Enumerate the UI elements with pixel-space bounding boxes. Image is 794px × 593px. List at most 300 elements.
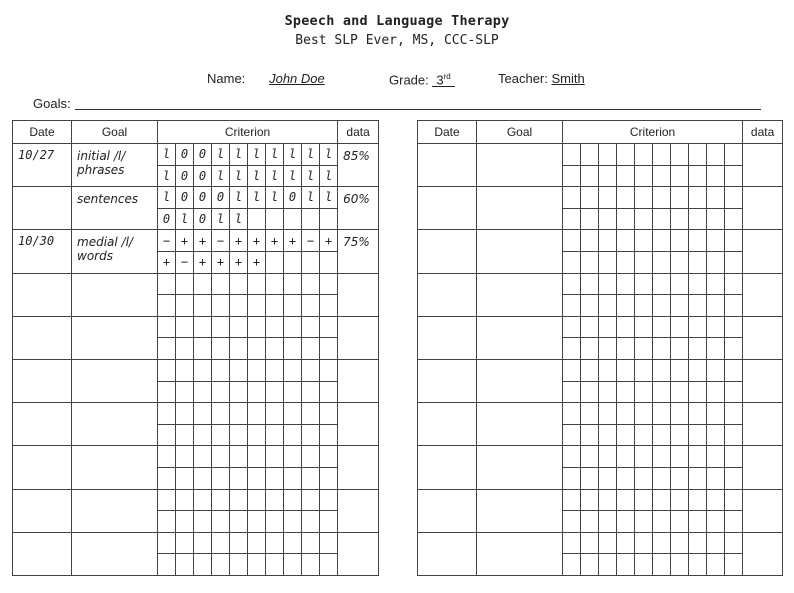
entry-goal bbox=[477, 144, 563, 187]
trial-cell bbox=[302, 381, 320, 403]
trial-cell bbox=[266, 381, 284, 403]
goals-label: Goals: bbox=[33, 96, 71, 111]
entry-date bbox=[418, 359, 477, 402]
trial-cell: l bbox=[302, 187, 320, 209]
trial-cell bbox=[725, 144, 743, 166]
trial-cell bbox=[176, 467, 194, 489]
trial-cell bbox=[653, 381, 671, 403]
trial-cell bbox=[581, 338, 599, 360]
trial-cell bbox=[158, 316, 176, 338]
table-row bbox=[13, 446, 379, 468]
trial-cell bbox=[653, 251, 671, 273]
entry-date bbox=[13, 532, 72, 575]
entry-date: 10/30 bbox=[13, 230, 72, 273]
trial-cell bbox=[158, 273, 176, 295]
trial-cell bbox=[581, 359, 599, 381]
entry-date bbox=[13, 273, 72, 316]
trial-cell bbox=[563, 424, 581, 446]
trial-cell: l bbox=[230, 187, 248, 209]
entry-goal bbox=[477, 532, 563, 575]
trial-cell bbox=[320, 273, 338, 295]
trial-cell bbox=[212, 511, 230, 533]
goal-header: Goal bbox=[72, 121, 158, 144]
trial-cell bbox=[284, 511, 302, 533]
trial-cell bbox=[284, 403, 302, 425]
left-data-table bbox=[12, 120, 379, 576]
trial-cell bbox=[158, 381, 176, 403]
entry-score bbox=[743, 187, 783, 230]
trial-cell bbox=[671, 467, 689, 489]
trial-cell bbox=[599, 381, 617, 403]
trial-cell bbox=[176, 424, 194, 446]
trial-cell: 0 bbox=[176, 144, 194, 166]
trial-cell bbox=[284, 273, 302, 295]
goal-header: Goal bbox=[477, 121, 563, 144]
teacher-value: Smith bbox=[551, 71, 585, 86]
trial-cell bbox=[266, 251, 284, 273]
trial-cell bbox=[581, 273, 599, 295]
trial-cell bbox=[707, 338, 725, 360]
name-label: Name: bbox=[207, 71, 246, 86]
trial-cell bbox=[284, 208, 302, 230]
trial-cell: + bbox=[248, 230, 266, 252]
trial-cell bbox=[302, 273, 320, 295]
trial-cell: − bbox=[176, 251, 194, 273]
trial-cell bbox=[617, 251, 635, 273]
trial-cell bbox=[707, 381, 725, 403]
trial-cell bbox=[689, 532, 707, 554]
trial-cell bbox=[725, 424, 743, 446]
table-row bbox=[418, 489, 783, 511]
trial-cell bbox=[635, 424, 653, 446]
trial-cell: l bbox=[176, 208, 194, 230]
trial-cell bbox=[599, 230, 617, 252]
trial-cell bbox=[230, 338, 248, 360]
student-name-field bbox=[207, 71, 345, 86]
trial-cell: 0 bbox=[194, 165, 212, 187]
trial-cell bbox=[653, 511, 671, 533]
trial-cell bbox=[563, 446, 581, 468]
trial-cell bbox=[158, 295, 176, 317]
entry-goal bbox=[477, 273, 563, 316]
trial-cell bbox=[230, 359, 248, 381]
trial-cell bbox=[212, 316, 230, 338]
trial-cell bbox=[266, 554, 284, 576]
trial-cell bbox=[266, 359, 284, 381]
trial-cell bbox=[230, 554, 248, 576]
trial-cell bbox=[617, 403, 635, 425]
trial-cell bbox=[617, 554, 635, 576]
entry-score bbox=[743, 403, 783, 446]
trial-cell bbox=[707, 489, 725, 511]
trial-cell bbox=[176, 381, 194, 403]
trial-cell bbox=[635, 403, 653, 425]
entry-date bbox=[418, 532, 477, 575]
trial-cell bbox=[689, 316, 707, 338]
trial-cell bbox=[635, 359, 653, 381]
trial-cell bbox=[230, 467, 248, 489]
trial-cell: 0 bbox=[194, 187, 212, 209]
trial-cell bbox=[635, 338, 653, 360]
trial-cell bbox=[725, 467, 743, 489]
trial-cell: l bbox=[212, 165, 230, 187]
trial-cell bbox=[707, 403, 725, 425]
trial-cell bbox=[689, 230, 707, 252]
trial-cell bbox=[671, 165, 689, 187]
trial-cell bbox=[653, 187, 671, 209]
trial-cell bbox=[725, 208, 743, 230]
trial-cell bbox=[266, 316, 284, 338]
trial-cell bbox=[212, 359, 230, 381]
trial-cell bbox=[671, 511, 689, 533]
teacher-label: Teacher: bbox=[498, 71, 548, 86]
trial-cell bbox=[635, 489, 653, 511]
trial-cell bbox=[266, 489, 284, 511]
entry-score bbox=[743, 273, 783, 316]
trial-cell bbox=[599, 144, 617, 166]
trial-cell bbox=[653, 359, 671, 381]
trial-cell bbox=[158, 359, 176, 381]
trial-cell bbox=[212, 381, 230, 403]
trial-cell bbox=[302, 403, 320, 425]
table-row bbox=[13, 532, 379, 554]
entry-score bbox=[338, 316, 379, 359]
trial-cell bbox=[689, 273, 707, 295]
trial-cell bbox=[599, 467, 617, 489]
trial-cell bbox=[320, 467, 338, 489]
trial-cell: l bbox=[248, 187, 266, 209]
trial-cell bbox=[212, 467, 230, 489]
trial-cell bbox=[599, 532, 617, 554]
trial-cell bbox=[599, 511, 617, 533]
goals-line bbox=[75, 109, 761, 110]
trial-cell bbox=[671, 338, 689, 360]
trial-cell bbox=[671, 208, 689, 230]
entry-goal bbox=[477, 489, 563, 532]
trial-cell bbox=[284, 295, 302, 317]
entry-score bbox=[743, 316, 783, 359]
trial-cell bbox=[176, 489, 194, 511]
trial-cell bbox=[194, 489, 212, 511]
trial-cell bbox=[689, 144, 707, 166]
entry-score bbox=[743, 532, 783, 575]
trial-cell bbox=[563, 532, 581, 554]
trial-cell bbox=[653, 446, 671, 468]
trial-cell bbox=[302, 338, 320, 360]
trial-cell bbox=[194, 403, 212, 425]
trial-cell bbox=[689, 554, 707, 576]
entry-score bbox=[338, 489, 379, 532]
trial-cell bbox=[689, 511, 707, 533]
trial-cell bbox=[194, 467, 212, 489]
entry-score bbox=[743, 359, 783, 402]
trial-cell bbox=[302, 532, 320, 554]
trial-cell bbox=[248, 424, 266, 446]
trial-cell bbox=[617, 381, 635, 403]
trial-cell bbox=[302, 251, 320, 273]
trial-cell bbox=[617, 273, 635, 295]
trial-cell bbox=[284, 381, 302, 403]
trial-cell bbox=[266, 295, 284, 317]
trial-cell bbox=[563, 338, 581, 360]
trial-cell bbox=[266, 273, 284, 295]
table-row bbox=[13, 359, 379, 381]
trial-cell bbox=[266, 338, 284, 360]
trial-cell bbox=[248, 381, 266, 403]
trial-cell bbox=[689, 338, 707, 360]
trial-cell bbox=[671, 403, 689, 425]
trial-cell: l bbox=[230, 144, 248, 166]
entry-goal: initial /l/ phrases bbox=[72, 144, 158, 187]
trial-cell bbox=[707, 230, 725, 252]
data-header: data bbox=[743, 121, 783, 144]
trial-cell bbox=[563, 554, 581, 576]
trial-cell bbox=[158, 338, 176, 360]
trial-cell bbox=[248, 467, 266, 489]
trial-cell bbox=[617, 295, 635, 317]
trial-cell: − bbox=[302, 230, 320, 252]
trial-cell bbox=[176, 403, 194, 425]
trial-cell bbox=[284, 446, 302, 468]
trial-cell bbox=[635, 208, 653, 230]
trial-cell bbox=[320, 295, 338, 317]
entry-goal: medial /l/ words bbox=[72, 230, 158, 273]
trial-cell bbox=[284, 316, 302, 338]
trial-cell bbox=[158, 511, 176, 533]
entry-date bbox=[13, 316, 72, 359]
trial-cell bbox=[581, 295, 599, 317]
entry-date bbox=[13, 403, 72, 446]
trial-cell bbox=[599, 359, 617, 381]
entry-date: 10/27 bbox=[13, 144, 72, 187]
table-row bbox=[418, 532, 783, 554]
trial-cell: l bbox=[266, 165, 284, 187]
trial-cell bbox=[284, 359, 302, 381]
trial-cell bbox=[194, 381, 212, 403]
trial-cell bbox=[653, 403, 671, 425]
trial-cell bbox=[302, 359, 320, 381]
trial-cell bbox=[707, 251, 725, 273]
trial-cell bbox=[212, 489, 230, 511]
trial-cell bbox=[248, 403, 266, 425]
trial-cell bbox=[635, 273, 653, 295]
trial-cell bbox=[653, 273, 671, 295]
trial-cell: + bbox=[176, 230, 194, 252]
trial-cell bbox=[230, 403, 248, 425]
entry-date bbox=[418, 316, 477, 359]
entry-goal bbox=[477, 359, 563, 402]
table-row bbox=[13, 403, 379, 425]
trial-cell bbox=[248, 316, 266, 338]
trial-cell bbox=[617, 208, 635, 230]
trial-cell bbox=[707, 554, 725, 576]
trial-cell bbox=[302, 208, 320, 230]
trial-cell bbox=[689, 165, 707, 187]
data-header: data bbox=[338, 121, 379, 144]
trial-cell bbox=[563, 381, 581, 403]
trial-cell bbox=[617, 316, 635, 338]
entry-score bbox=[338, 532, 379, 575]
trial-cell bbox=[599, 446, 617, 468]
trial-cell bbox=[320, 446, 338, 468]
trial-cell bbox=[230, 381, 248, 403]
trial-cell bbox=[284, 338, 302, 360]
entry-date bbox=[418, 144, 477, 187]
trial-cell bbox=[653, 165, 671, 187]
header-row bbox=[418, 121, 783, 144]
trial-cell: l bbox=[212, 144, 230, 166]
trial-cell bbox=[707, 208, 725, 230]
entry-goal bbox=[477, 316, 563, 359]
trial-cell: l bbox=[320, 187, 338, 209]
trial-cell bbox=[671, 230, 689, 252]
trial-cell bbox=[158, 532, 176, 554]
trial-cell bbox=[230, 295, 248, 317]
trial-cell bbox=[176, 273, 194, 295]
trial-cell bbox=[689, 187, 707, 209]
trial-cell bbox=[671, 381, 689, 403]
trial-cell bbox=[671, 554, 689, 576]
trial-cell bbox=[689, 424, 707, 446]
trial-cell bbox=[194, 316, 212, 338]
teacher-field bbox=[498, 71, 585, 86]
trial-cell bbox=[581, 467, 599, 489]
trial-cell bbox=[617, 187, 635, 209]
trial-cell bbox=[194, 511, 212, 533]
table-row bbox=[418, 187, 783, 209]
header-row bbox=[13, 121, 379, 144]
trial-cell: + bbox=[248, 251, 266, 273]
trial-cell bbox=[635, 295, 653, 317]
trial-cell bbox=[653, 467, 671, 489]
trial-cell bbox=[725, 381, 743, 403]
trial-cell: − bbox=[212, 230, 230, 252]
trial-cell bbox=[176, 316, 194, 338]
trial-cell bbox=[248, 359, 266, 381]
grade-field bbox=[389, 71, 455, 87]
trial-cell bbox=[653, 489, 671, 511]
entry-score bbox=[743, 230, 783, 273]
trial-cell bbox=[320, 251, 338, 273]
trial-cell: l bbox=[230, 208, 248, 230]
trial-cell: + bbox=[212, 251, 230, 273]
trial-cell bbox=[302, 295, 320, 317]
trial-cell bbox=[635, 554, 653, 576]
trial-cell bbox=[230, 446, 248, 468]
table-row bbox=[13, 230, 379, 252]
entry-score: 60% bbox=[338, 187, 379, 230]
trial-cell bbox=[635, 446, 653, 468]
entry-goal bbox=[477, 187, 563, 230]
trial-cell: l bbox=[284, 144, 302, 166]
trial-cell bbox=[284, 489, 302, 511]
date-header: Date bbox=[13, 121, 72, 144]
trial-cell bbox=[266, 424, 284, 446]
trial-cell bbox=[671, 316, 689, 338]
trial-cell bbox=[563, 273, 581, 295]
trial-cell bbox=[158, 554, 176, 576]
trial-cell bbox=[302, 446, 320, 468]
trial-cell bbox=[653, 295, 671, 317]
trial-cell bbox=[194, 338, 212, 360]
trial-cell bbox=[266, 446, 284, 468]
trial-cell bbox=[689, 295, 707, 317]
trial-cell bbox=[284, 532, 302, 554]
trial-cell bbox=[563, 251, 581, 273]
trial-cell bbox=[230, 511, 248, 533]
entry-date bbox=[418, 273, 477, 316]
trial-cell bbox=[581, 511, 599, 533]
trial-cell: l bbox=[302, 144, 320, 166]
trial-cell bbox=[320, 403, 338, 425]
trial-cell bbox=[230, 424, 248, 446]
trial-cell bbox=[563, 144, 581, 166]
trial-cell bbox=[707, 144, 725, 166]
trial-cell bbox=[158, 489, 176, 511]
trial-cell: + bbox=[194, 230, 212, 252]
trial-cell bbox=[617, 165, 635, 187]
trial-cell bbox=[671, 446, 689, 468]
trial-cell bbox=[617, 144, 635, 166]
trial-cell: − bbox=[158, 230, 176, 252]
entry-date bbox=[13, 359, 72, 402]
trial-cell: l bbox=[248, 144, 266, 166]
trial-cell bbox=[707, 359, 725, 381]
grade-value-wrap bbox=[432, 71, 454, 87]
trial-cell bbox=[563, 295, 581, 317]
trial-cell bbox=[320, 511, 338, 533]
trial-cell bbox=[599, 489, 617, 511]
trial-cell bbox=[599, 273, 617, 295]
trial-cell bbox=[302, 424, 320, 446]
trial-cell bbox=[653, 230, 671, 252]
trial-cell: + bbox=[284, 230, 302, 252]
trial-cell: l bbox=[230, 165, 248, 187]
trial-cell bbox=[563, 165, 581, 187]
grade-value: 3 bbox=[436, 72, 444, 88]
trial-cell bbox=[599, 554, 617, 576]
trial-cell bbox=[248, 446, 266, 468]
entry-score bbox=[743, 446, 783, 489]
trial-cell bbox=[266, 403, 284, 425]
trial-cell bbox=[212, 554, 230, 576]
trial-cell bbox=[230, 489, 248, 511]
trial-cell bbox=[707, 316, 725, 338]
trial-cell bbox=[635, 532, 653, 554]
trial-cell: l bbox=[266, 144, 284, 166]
trial-cell bbox=[707, 446, 725, 468]
trial-cell bbox=[563, 230, 581, 252]
trial-cell bbox=[230, 532, 248, 554]
trial-cell bbox=[176, 554, 194, 576]
trial-cell bbox=[212, 295, 230, 317]
trial-cell bbox=[671, 424, 689, 446]
trial-cell bbox=[653, 144, 671, 166]
trial-cell bbox=[707, 273, 725, 295]
trial-cell bbox=[635, 316, 653, 338]
trial-cell bbox=[689, 467, 707, 489]
table-row bbox=[13, 316, 379, 338]
trial-cell bbox=[707, 187, 725, 209]
trial-cell bbox=[248, 532, 266, 554]
trial-cell bbox=[230, 316, 248, 338]
trial-cell bbox=[212, 424, 230, 446]
table-row bbox=[13, 144, 379, 166]
table-row bbox=[418, 446, 783, 468]
trial-cell bbox=[599, 251, 617, 273]
entry-goal bbox=[72, 532, 158, 575]
clinician-name: Best SLP Ever, MS, CCC-SLP bbox=[295, 33, 499, 48]
